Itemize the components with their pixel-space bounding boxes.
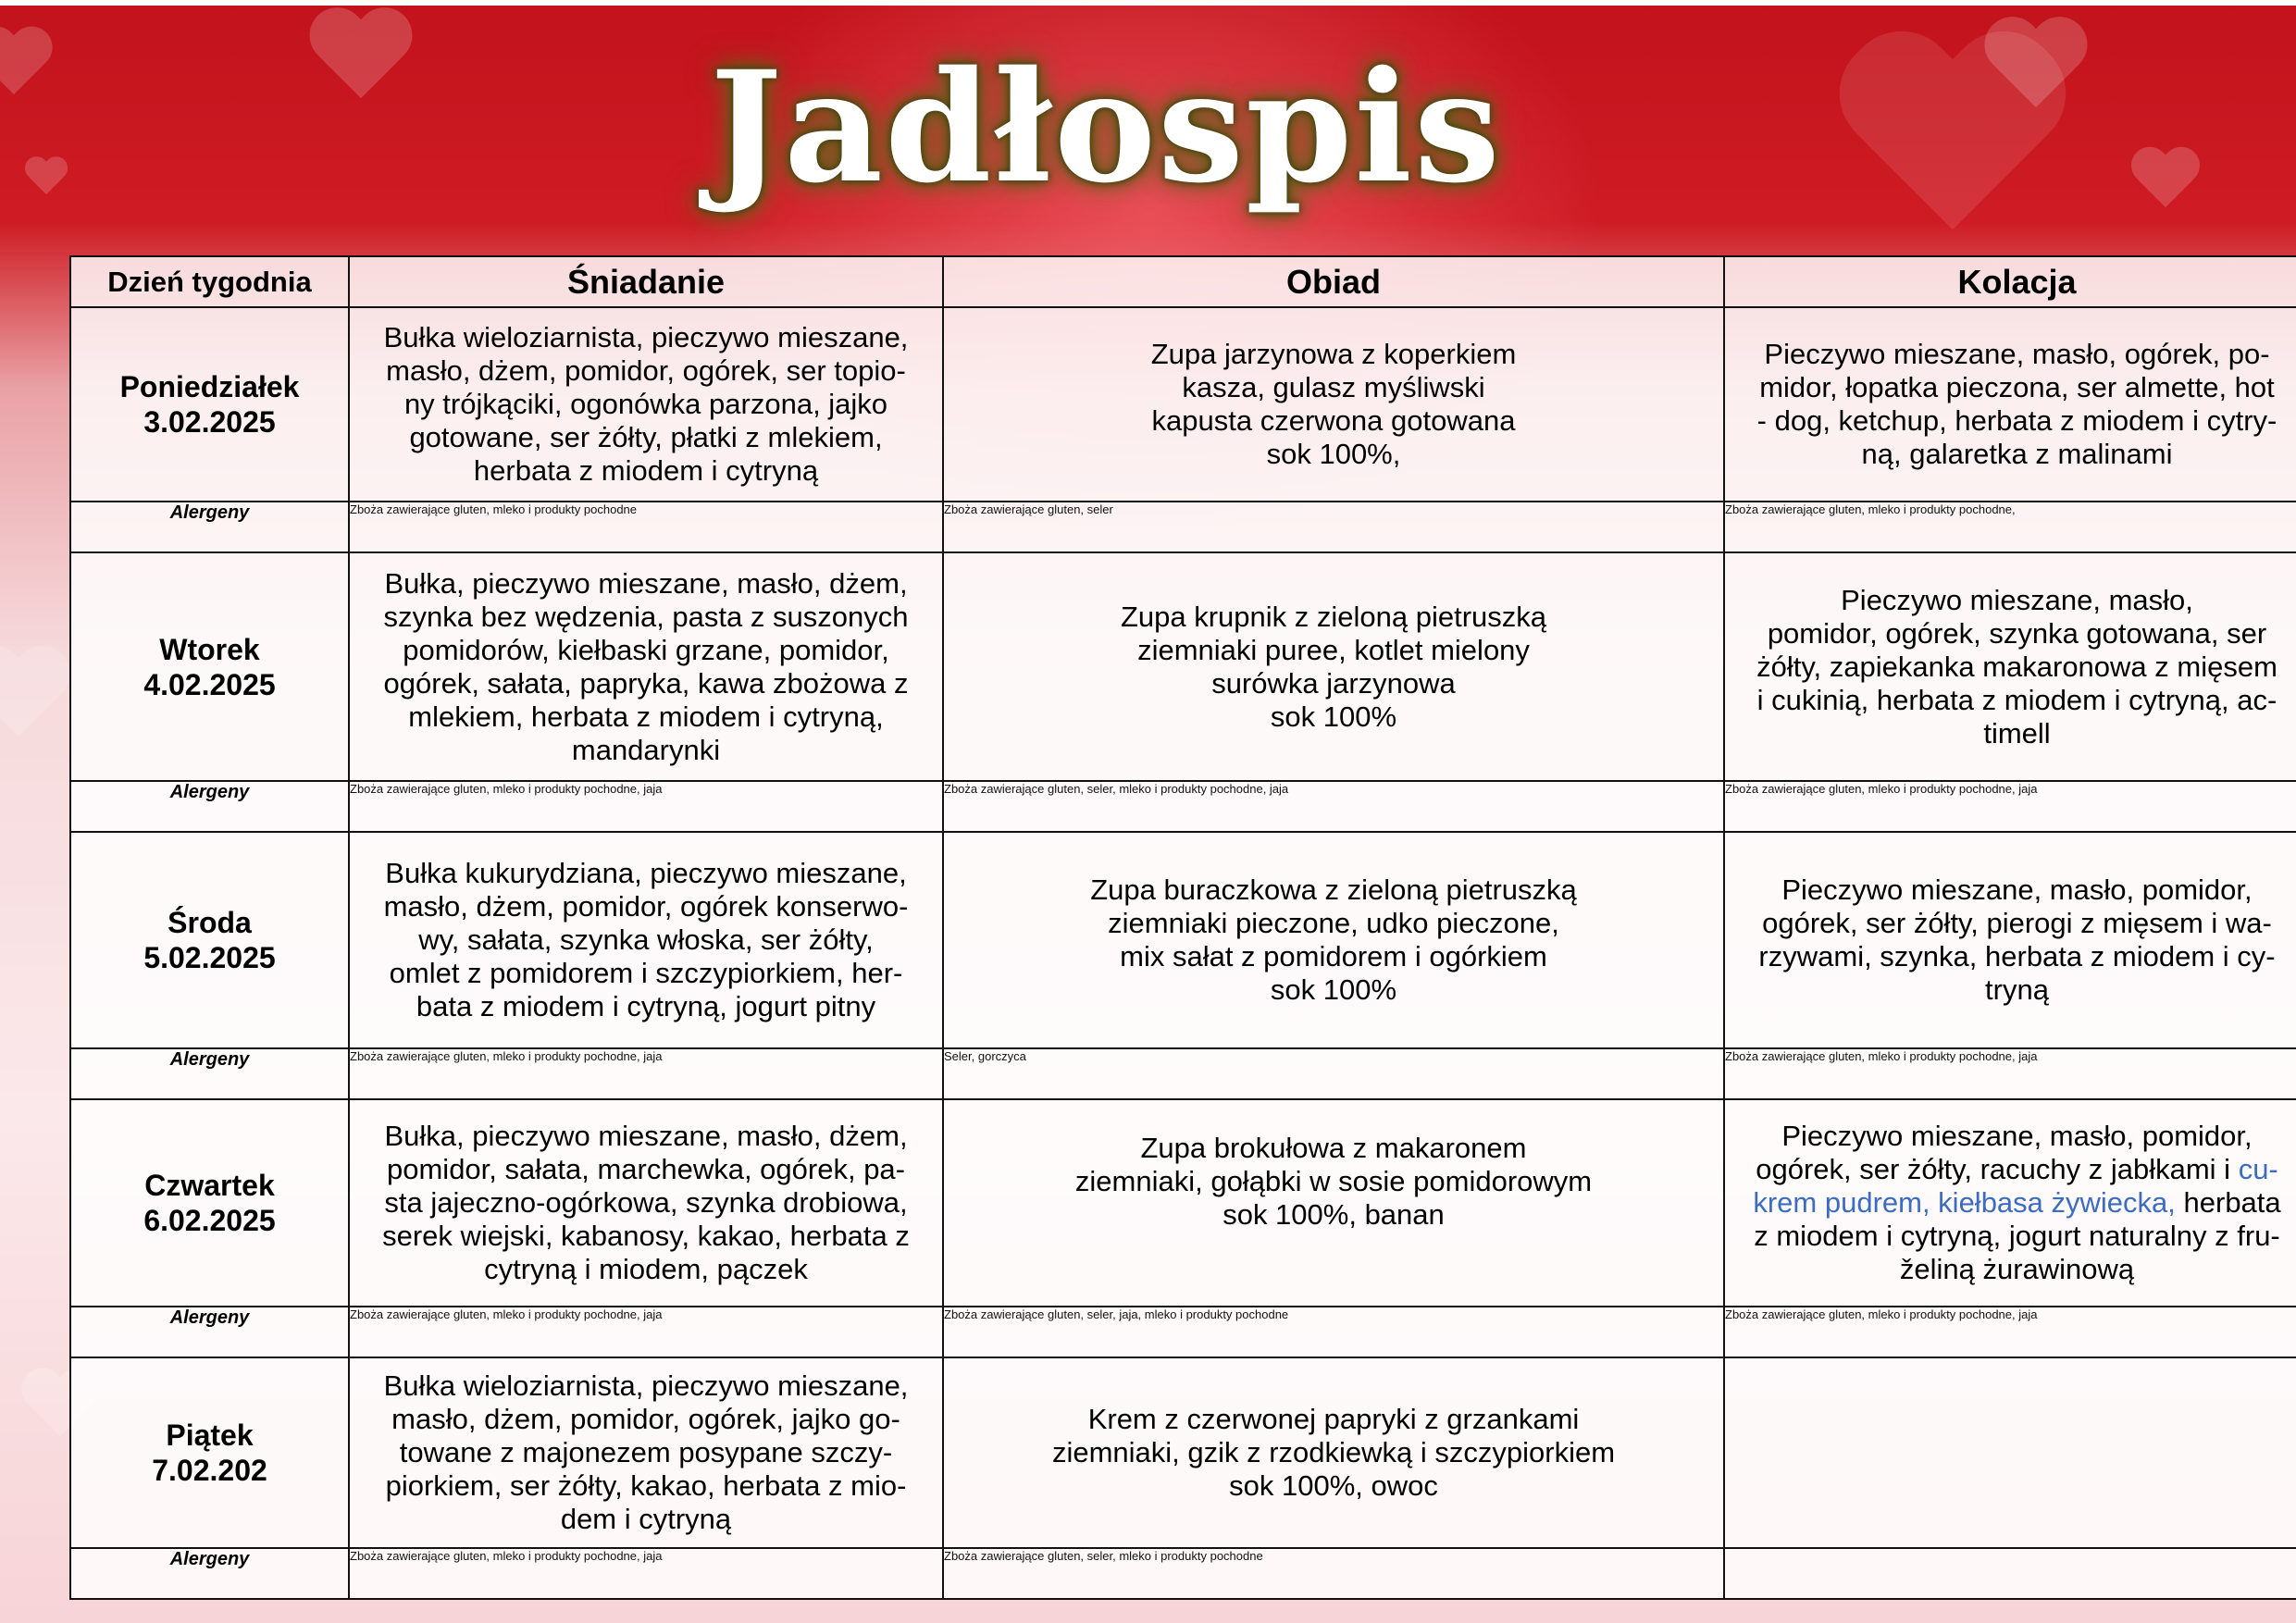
breakfast-cell [349, 832, 943, 1048]
meal-line: masło, dżem, pomidor, ogórek konserwo- [383, 890, 909, 923]
allergen-row [70, 781, 2296, 832]
meal-line: midor, łopatka pieczona, ser almette, hot [1759, 371, 2275, 403]
lunch-cell [943, 1357, 1724, 1548]
allergen-row [70, 1548, 2296, 1599]
meal-line: serek wiejski, kabanosy, kakao, herbata z [382, 1220, 910, 1252]
meal-line: mix sałat z pomidorem i ogórkiem [1120, 940, 1547, 973]
meal-line: Bułka, pieczywo mieszane, masło, dżem, [384, 1120, 908, 1152]
breakfast-cell [349, 552, 943, 781]
meal-line: Pieczywo mieszane, masło, ogórek, po- [1764, 338, 2270, 370]
allergen-dinner: Zboża zawierające gluten, mleko i produkty pochodne, [1724, 502, 2296, 552]
meal-line: ziemniaki, gołąbki w sosie pomidorowym [1074, 1165, 1593, 1197]
day-date: 5.02.2025 [143, 941, 276, 974]
allergen-row [70, 502, 2296, 552]
allergen-label: Alergeny [70, 502, 349, 552]
meal-line: mlekiem, herbata z miodem i cytryną, [408, 700, 884, 733]
header-row [70, 256, 2296, 307]
meal-line: Pieczywo mieszane, masło, pomidor, [1781, 873, 2253, 906]
heart-decoration-icon [0, 648, 74, 759]
header-breakfast: Śniadanie [349, 256, 943, 307]
lunch-cell [943, 307, 1724, 502]
meal-line: ziemniaki puree, kotlet mielony [1137, 633, 1530, 666]
meal-line: Bułka wieloziarnista, pieczywo mieszane, [383, 1369, 909, 1402]
meal-line: - dog, ketchup, herbata z miodem i cytry- [1756, 404, 2277, 437]
allergen-label: Alergeny [70, 1307, 349, 1357]
meal-line: ny trójkąciki, ogonówka parzona, jajko [403, 388, 888, 420]
meal-line: Bułka kukurydziana, pieczywo mieszane, [385, 857, 907, 889]
meal-line: sok 100%, owoc [1229, 1469, 1438, 1502]
allergen-lunch: Zboża zawierające gluten, seler [943, 502, 1724, 552]
dinner-cell [1724, 1099, 2296, 1307]
day-name: Piątek [166, 1419, 254, 1452]
meal-line: ziemniaki pieczone, udko pieczone, [1108, 907, 1559, 939]
allergen-label: Alergeny [70, 1048, 349, 1099]
meal-line: sok 100% [1270, 700, 1397, 733]
meal-line: piorkiem, ser żółty, kakao, herbata z mio- [385, 1469, 907, 1502]
meal-line: sok 100%, banan [1222, 1198, 1445, 1231]
meal-line [1725, 1186, 2296, 1220]
allergen-dinner: Zboża zawierające gluten, mleko i produkty pochodne, jaja [1724, 1307, 2296, 1357]
meal-line: ogórek, sałata, papryka, kawa zbożowa z [383, 666, 909, 700]
meal-line: ziemniaki, gzik z rzodkiewką i szczypiorkiem [1051, 1436, 1616, 1468]
allergen-lunch: Zboża zawierające gluten, seler, jaja, mleko i produkty pochodne [943, 1307, 1724, 1357]
allergen-breakfast: Zboża zawierające gluten, mleko i produkty pochodne, jaja [349, 1048, 943, 1099]
meal-text-highlight: krem pudrem, kiełbasa żywiecka, [1753, 1186, 2184, 1219]
meal-line: Krem z czerwonej papryki z grzankami [1087, 1403, 1580, 1435]
day-cell [70, 552, 349, 781]
dinner-cell [1724, 832, 2296, 1048]
breakfast-cell [349, 1099, 943, 1307]
meal-line: sok 100% [1270, 973, 1397, 1006]
lunch-cell [943, 1099, 1724, 1307]
dinner-cell [1724, 1357, 2296, 1548]
table-row [70, 552, 2296, 781]
allergen-breakfast: Zboża zawierające gluten, mleko i produkty pochodne, jaja [349, 1548, 943, 1599]
header-lunch: Obiad [943, 256, 1724, 307]
lunch-cell [943, 552, 1724, 781]
meal-text: herbata [2183, 1186, 2281, 1219]
meal-line: herbata z miodem i cytryną [473, 454, 819, 487]
day-cell [70, 1099, 349, 1307]
meal-line: masło, dżem, pomidor, ogórek, jajko go- [391, 1403, 900, 1435]
allergen-dinner: Zboża zawierające gluten, mleko i produkty pochodne, jaja [1724, 1048, 2296, 1099]
meal-line: masło, dżem, pomidor, ogórek, ser topio- [386, 354, 906, 387]
breakfast-cell [349, 1357, 943, 1548]
meal-line: gotowane, ser żółty, płatki z mlekiem, [409, 421, 883, 453]
day-name: Czwartek [144, 1169, 275, 1202]
meal-line: ogórek, ser żółty, pierogi z mięsem i wa- [1762, 907, 2272, 939]
meal-line: timell [1983, 716, 2051, 750]
meal-line: Bułka wieloziarnista, pieczywo mieszane, [383, 321, 909, 353]
meal-line: tryną [1985, 973, 2049, 1006]
day-name: Środa [168, 906, 252, 939]
meal-line: pomidor, ogórek, szynka gotowana, ser [1767, 616, 2267, 650]
day-cell [70, 307, 349, 502]
meal-line: želiną żurawinową [1899, 1253, 2135, 1285]
day-cell [70, 832, 349, 1048]
meal-line: cytryną i miodem, pączek [484, 1253, 808, 1285]
meal-line: z miodem i cytryną, jogurt naturalny z fru- [1754, 1220, 2280, 1252]
day-date: 6.02.2025 [143, 1204, 276, 1237]
meal-line: pomidorów, kiełbaski grzane, pomidor, [403, 633, 889, 666]
meal-line: kapusta czerwona gotowana [1151, 404, 1516, 437]
allergen-label: Alergeny [70, 1548, 349, 1599]
day-cell [70, 1357, 349, 1548]
allergen-breakfast: Zboża zawierające gluten, mleko i produkty pochodne, jaja [349, 1307, 943, 1357]
table-row [70, 1357, 2296, 1548]
meal-line: Zupa krupnik z zieloną pietruszką [1120, 600, 1547, 633]
breakfast-cell [349, 307, 943, 502]
allergen-row [70, 1307, 2296, 1357]
allergen-row [70, 1048, 2296, 1099]
day-name: Poniedziałek [119, 370, 300, 403]
table-row [70, 1099, 2296, 1307]
meal-line: i cukinią, herbata z miodem i cytryną, ac- [1756, 683, 2277, 716]
day-date: 3.02.2025 [143, 405, 276, 439]
meal-line: wy, sałata, szynka włoska, ser żółty, [418, 923, 874, 956]
meal-line: sta jajeczno-ogórkowa, szynka drobiowa, [384, 1186, 908, 1219]
day-date: 7.02.202 [152, 1454, 267, 1487]
page-title: Jadłospis [710, 37, 1502, 217]
day-date: 4.02.2025 [143, 667, 276, 701]
meal-line: rzywami, szynka, herbata z miodem i cy- [1758, 940, 2276, 973]
meal-line: Zupa buraczkowa z zieloną pietruszką [1090, 873, 1577, 906]
meal-line: Pieczywo mieszane, masło, [1841, 583, 2193, 616]
table-row [70, 307, 2296, 502]
allergen-dinner: Zboża zawierające gluten, mleko i produkty pochodne, jaja [1724, 781, 2296, 832]
meal-line: żółty, zapiekanka makaronowa z mięsem [1756, 650, 2277, 683]
allergen-lunch: Zboża zawierające gluten, seler, mleko i produkty pochodne, jaja [943, 781, 1724, 832]
meal-line: ną, galaretka z malinami [1861, 438, 2173, 470]
allergen-lunch: Seler, gorczyca [943, 1048, 1724, 1099]
meal-line: Bułka, pieczywo mieszane, masło, dżem, [384, 566, 908, 600]
meal-line: Zupa jarzynowa z koperkiem [1150, 338, 1517, 370]
meal-line: Pieczywo mieszane, masło, pomidor, [1781, 1120, 2253, 1152]
allergen-label: Alergeny [70, 781, 349, 832]
lunch-cell [943, 832, 1724, 1048]
meal-line: bata z miodem i cytryną, jogurt pitny [416, 990, 876, 1022]
dinner-cell [1724, 307, 2296, 502]
meal-line: dem i cytryną [560, 1503, 732, 1535]
top-border [0, 0, 2296, 6]
meal-line: omlet z pomidorem i szczypiorkiem, her- [389, 957, 903, 989]
meal-text-highlight: cu- [2238, 1153, 2278, 1185]
allergen-lunch: Zboża zawierające gluten, seler, mleko i produkty pochodne [943, 1548, 1724, 1599]
meal-line: szynka bez wędzenia, pasta z suszonych [383, 600, 909, 633]
allergen-breakfast: Zboża zawierające gluten, mleko i produkty pochodne [349, 502, 943, 552]
meal-line: sok 100%, [1266, 438, 1401, 470]
day-name: Wtorek [159, 632, 260, 666]
meal-line: pomidor, sałata, marchewka, ogórek, pa- [387, 1153, 905, 1185]
table-row [70, 832, 2296, 1048]
meal-line: mandarynki [571, 733, 721, 766]
meal-line: kasza, gulasz myśliwski [1182, 371, 1485, 403]
menu-table [69, 255, 2296, 1600]
header-dinner: Kolacja [1724, 256, 2296, 307]
meal-line: towane z majonezem posypane szczy- [399, 1436, 893, 1468]
meal-text: ogórek, ser żółty, racuchy z jabłkami i [1756, 1153, 2239, 1185]
meal-line: Zupa brokułowa z makaronem [1140, 1132, 1527, 1164]
header-day: Dzień tygodnia [70, 256, 349, 307]
dinner-cell [1724, 552, 2296, 781]
meal-line [1725, 1153, 2296, 1186]
allergen-breakfast: Zboża zawierające gluten, mleko i produkty pochodne, jaja [349, 781, 943, 832]
allergen-dinner [1724, 1548, 2296, 1599]
meal-line: surówka jarzynowa [1211, 666, 1456, 700]
